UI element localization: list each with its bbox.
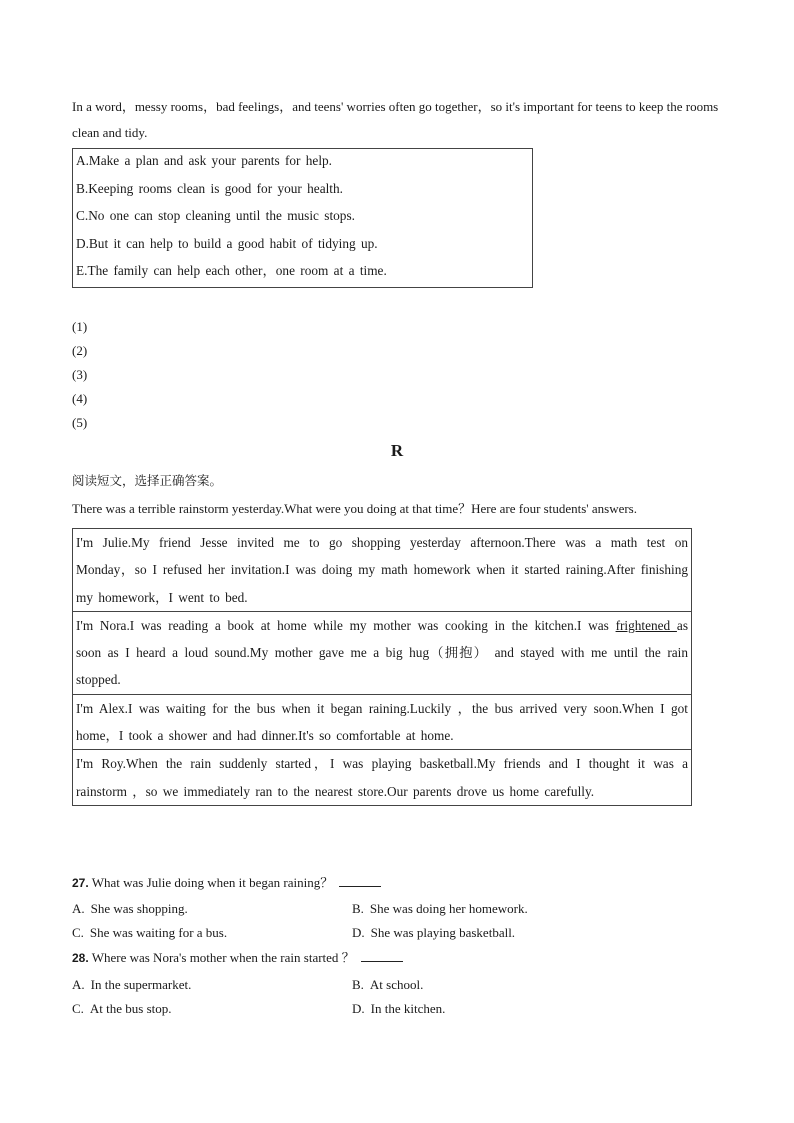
q28-choice-b-text: At school. (369, 977, 424, 992)
option-c: C.No one can stop cleaning until the music stops. (76, 208, 355, 223)
q27-choice-a-text: She was shopping. (90, 901, 188, 916)
q28-choice-c-letter: C. (72, 1001, 84, 1016)
option-e: E.The family can help each other，one room at a time. (76, 263, 387, 278)
story-nora (73, 612, 691, 695)
q27-choice-c-letter: C. (72, 925, 84, 940)
passage-intro: There was a terrible rainstorm yesterday.What were you doing at that time？Here are four students' answers. (72, 501, 637, 516)
underlined-word: frightened (615, 617, 677, 633)
answer-blank-2: (2) (72, 343, 88, 358)
q28-choice-a-letter: A. (72, 977, 85, 992)
section-instruction: 阅读短文，选择正确答案。 (72, 473, 223, 488)
q28-choice-a-text: In the supermarket. (90, 977, 192, 992)
q27-choice-c-text: She was waiting for a bus. (89, 925, 228, 940)
question-28-blank (361, 949, 403, 962)
answer-blanks-list (72, 315, 87, 435)
options-box (72, 148, 533, 288)
q27-choice-c[interactable] (72, 922, 227, 944)
question-27-number: 27. (72, 876, 89, 890)
story-nora-part1: I'm Nora.I was reading a book at home while my mother was cooking in the kitchen.I was (76, 617, 616, 633)
story-alex: I'm Alex.I was waiting for the bus when it began raining.Luckily ，the bus arrived very soon.When I got home，I took a shower and had dinner.It's so comfortable at home. (73, 695, 691, 751)
q27-choice-a[interactable] (72, 898, 188, 920)
answer-blank-3: (3) (72, 367, 88, 382)
story-julie: I'm Julie.My friend Jesse invited me to go shopping yesterday afternoon.There was a math test on Monday，so I refused her invitation.I was doing my math homework when it started raining.After finishing my homework，I went to bed. (73, 529, 691, 612)
question-28 (72, 947, 403, 969)
intro-paragraph: In a word，messy rooms，bad feelings，and teens' worries often go together，so it's important for teens to keep the rooms clean and tidy. (72, 99, 719, 140)
q27-choice-a-letter: A. (72, 901, 85, 916)
q27-choice-b-letter: B. (352, 901, 364, 916)
q28-choice-d[interactable] (352, 998, 445, 1020)
option-a: A.Make a plan and ask your parents for help. (76, 153, 333, 168)
option-d: D.But it can help to build a good habit of tidying up. (76, 235, 378, 251)
q27-choice-d[interactable] (352, 922, 515, 944)
q28-choice-b-letter: B. (352, 977, 364, 992)
answer-blank-1: (1) (72, 319, 88, 334)
q27-choice-b[interactable] (352, 898, 528, 920)
q28-choice-c-text: At the bus stop. (89, 1001, 172, 1016)
question-27 (72, 872, 381, 894)
q28-choice-a[interactable] (72, 974, 191, 996)
q27-choice-d-text: She was playing basketball. (370, 925, 516, 940)
q28-choice-c[interactable] (72, 998, 172, 1020)
story-roy: I'm Roy.When the rain suddenly started，I was playing basketball.My friends and I thought it was a rainstorm ，so we immediately ran to the nearest store.Our parents drove us home carefully. (76, 756, 688, 799)
q28-choice-b[interactable] (352, 974, 423, 996)
q28-choice-d-letter: D. (352, 1001, 365, 1016)
question-28-number: 28. (72, 951, 89, 965)
answer-blank-4: (4) (72, 391, 88, 406)
section-heading: R (390, 441, 404, 460)
q27-choice-b-text: She was doing her homework. (369, 901, 528, 916)
question-28-text: Where was Nora's mother when the rain started ？ (88, 950, 355, 965)
answer-blank-5: (5) (72, 415, 88, 430)
question-27-text: What was Julie doing when it began raining？ (88, 875, 334, 890)
q27-choice-d-letter: D. (352, 925, 365, 940)
story-nora-part2: as soon as I heard a loud sound.My mother gave me a big hug（拥抱） and stayed with me until the rain stopped. (76, 617, 688, 688)
q28-choice-d-text: In the kitchen. (370, 1001, 446, 1016)
student-answers-table (72, 528, 692, 806)
question-27-blank (339, 874, 381, 887)
option-b: B.Keeping rooms clean is good for your health. (76, 180, 343, 196)
